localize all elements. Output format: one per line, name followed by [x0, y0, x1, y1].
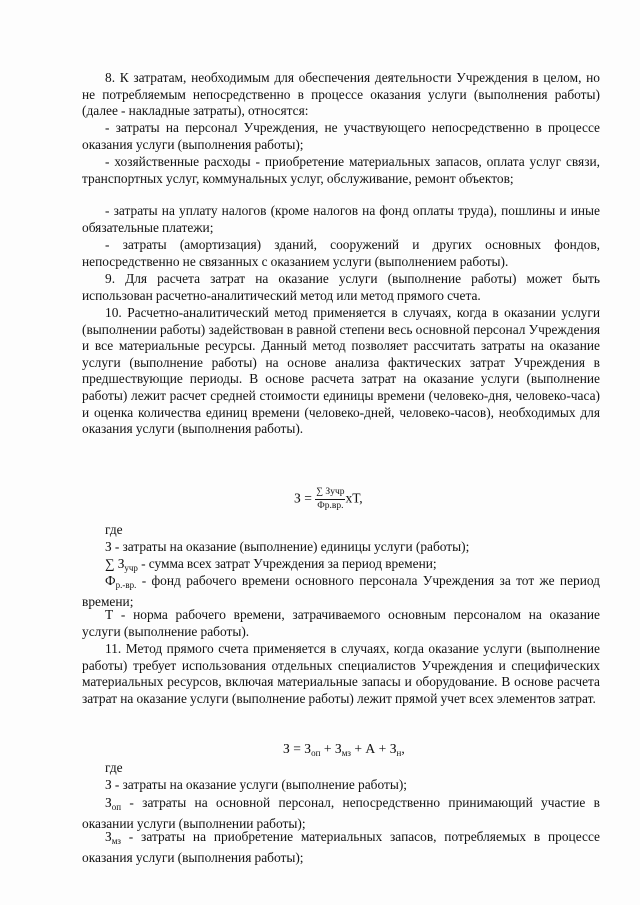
mz-text: - затраты на приобретение материальных запасов, потребляемых в процессе оказания услуги (выполнения работы);: [82, 829, 600, 865]
fund-text: - фонд рабочего времени основного персонала Учреждения за тот же период времени;: [82, 573, 600, 609]
formula-1-rhs: xТ,: [345, 490, 363, 506]
formula-2: [283, 741, 405, 761]
formula-1-denominator: Фр.вр.: [317, 501, 344, 511]
where-label-1: где: [105, 522, 123, 537]
fund-symbol: Ф: [105, 573, 116, 588]
definition-z-1: З - затраты на оказание (выполнение) единицы услуги (работы);: [105, 539, 470, 554]
op-text: - затраты на основной персонал, непосредственно принимающий участие в оказании услуги (выполнении работы);: [82, 795, 600, 831]
definition-mz: [82, 829, 600, 866]
op-subscript: оп: [111, 802, 122, 812]
paragraph-8-intro: 8. К затратам, необходимым для обеспечения деятельности Учреждения в целом, но не потребляемым непосредственно в процессе оказания услуги (выполнения работы) (далее - накладные затраты), относятся:: [82, 70, 600, 119]
formula-1-numerator: ∑ Зучр: [315, 487, 345, 500]
definition-op: [82, 795, 600, 832]
formula-1: [294, 487, 363, 512]
definition-z-2: З - затраты на оказание услуги (выполнение работы);: [105, 777, 408, 792]
sum-subscript: учр: [124, 563, 138, 573]
paragraph-8-bullet-2: - хозяйственные расходы - приобретение материальных запасов, оплата услуг связи, транспортных услуг, коммунальных услуг, обслуживание, ремонт объектов;: [82, 154, 600, 186]
formula-2-z: З = З: [283, 741, 312, 756]
sum-text: - сумма всех затрат Учреждения за период времени;: [137, 556, 437, 571]
formula-1-fraction: [315, 487, 345, 512]
formula-2-plus-2: + А + З: [350, 741, 397, 756]
formula-1-lhs: З =: [294, 490, 312, 506]
paragraph-11: 11. Метод прямого счета применяется в случаях, когда оказание услуги (выполнение работы) требует использования отдельных специалистов Учреждения и специфических материальных ресурсов, включая материальные запасы и оборудование. В основе расчета затрат на оказание услуги (выполнение работы) лежит прямой учет всех элементов затрат.: [82, 641, 600, 706]
formula-2-plus-1: + З: [320, 741, 342, 756]
paragraph-8-bullet-1: - затраты на персонал Учреждения, не участвующего непосредственно в процессе оказания услуги (выполнения работы);: [82, 120, 600, 152]
where-label-2: где: [105, 760, 123, 775]
sum-symbol: ∑ З: [105, 556, 125, 571]
paragraph-8-bullet-4: - затраты (амортизация) зданий, сооружений и других основных фондов, непосредственно не связанных с оказанием услуги (выполнением работы).: [82, 237, 600, 269]
paragraph-8-bullet-3: - затраты на уплату налогов (кроме налогов на фонд оплаты труда), пошлины и иные обязательные платежи;: [82, 203, 600, 235]
formula-2-op-sub: оп: [311, 748, 321, 758]
formula-2-tail: ,: [401, 741, 405, 756]
paragraph-10: 10. Расчетно-аналитический метод применяется в случаях, когда в оказании услуги (выполнении работы) задействован в равной степени весь основной персонал Учреждения и все материальные ресурсы. Данный метод позволяет рассчитать затраты на оказание услуги (выполнение работы) на основе анализа фактических затрат Учреждения в предшествующие периоды. В основе расчета затрат на оказание услуги (выполнение работы) лежит расчет средней стоимости единицы времени (человеко-дня, человеко-часа) и оценка количества единиц времени (человеко-дней, человеко-часов), необходимых для оказания услуги (выполнения работы).: [82, 305, 600, 437]
paragraph-9: 9. Для расчета затрат на оказание услуги (выполнение работы) может быть использован расчетно-аналитический метод или метод прямого счета.: [82, 271, 600, 303]
op-symbol: З: [105, 795, 112, 810]
definition-fund: [82, 573, 600, 610]
fund-subscript: р.-вр.: [115, 580, 137, 590]
formula-2-mz-sub: мз: [341, 748, 351, 758]
mz-subscript: мз: [111, 836, 121, 846]
mz-symbol: З: [105, 829, 112, 844]
formula-2-n-sub: н: [396, 748, 402, 758]
definition-t: Т - норма рабочего времени, затрачиваемого основным персоналом на оказание услуги (выполнение работы).: [82, 607, 600, 639]
